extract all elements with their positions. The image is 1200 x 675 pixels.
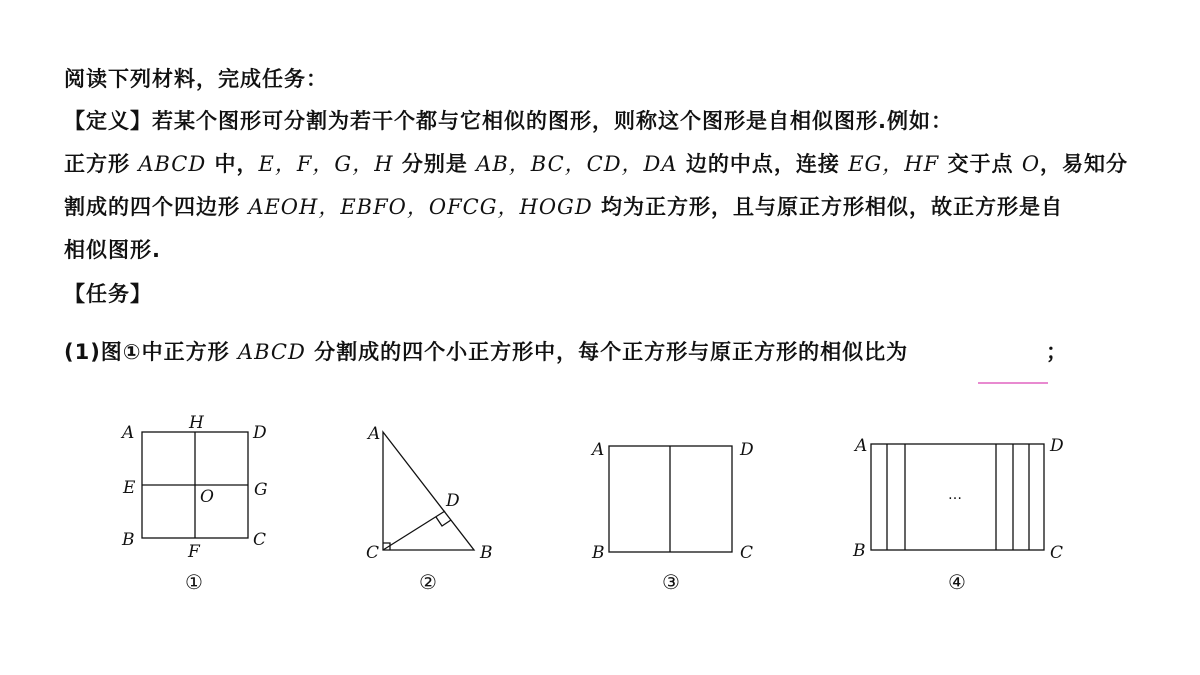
fig1-label-b: B — [122, 530, 135, 550]
fig4-caption: ④ — [948, 570, 966, 594]
text-fragment: 相似图形. — [64, 238, 161, 262]
fig2-altitude — [383, 511, 445, 550]
fig2-label-d: D — [446, 491, 460, 511]
text-fragment: (1)图①中正方形 — [64, 340, 230, 364]
text-fragment: 交于点 — [947, 152, 1014, 176]
math-square-name: ABCD — [138, 152, 207, 176]
text-fragment: 中， — [214, 152, 259, 176]
text-fragment: ； — [1046, 340, 1068, 364]
fig2-label-a: A — [368, 424, 381, 444]
fig1-label-d: D — [253, 423, 267, 443]
fig3-label-c: C — [740, 543, 754, 563]
fig1-label-a: A — [122, 423, 135, 443]
text-fragment: 边的中点，连接 — [685, 152, 840, 176]
fig3-label-d: D — [740, 440, 754, 460]
fig1-label-c: C — [253, 530, 267, 550]
fig3-caption: ③ — [662, 570, 680, 594]
math-segments: EG，HF — [848, 152, 940, 176]
figure-3 — [609, 446, 732, 552]
fig1-label-e: E — [123, 478, 136, 498]
fig2-right-angle-d — [436, 517, 451, 526]
text-fragment: 均为正方形，且与原正方形相似，故正方形是自 — [600, 195, 1063, 219]
figure-1 — [142, 432, 248, 538]
text-fragment: 分割成的四个小正方形中，每个正方形与原正方形的相似比为 — [314, 340, 909, 364]
definition-prefix: 【定义】 — [64, 109, 152, 133]
math-points-list: E，F，G，H — [258, 152, 394, 176]
figure-2 — [383, 432, 474, 550]
fig1-label-o: O — [200, 487, 214, 507]
text-fragment: ，易知分 — [1040, 152, 1129, 176]
fig4-ellipsis: … — [948, 487, 962, 503]
fig2-label-c: C — [366, 543, 380, 563]
task-heading-text: 【任务】 — [64, 282, 152, 306]
fig1-caption: ① — [185, 570, 203, 594]
definition-text: 若某个图形可分割为若干个都与它相似的图形，则称这个图形是自相似图形.例如： — [152, 109, 953, 133]
fig3-label-b: B — [592, 543, 605, 563]
fig2-label-b: B — [480, 543, 493, 563]
text-fragment: 正方形 — [64, 152, 130, 176]
math-point-o: O — [1021, 152, 1041, 176]
fig1-label-f: F — [188, 542, 200, 562]
fig4-label-d: D — [1050, 436, 1064, 456]
fig1-label-h: H — [189, 413, 204, 433]
intro-text: 阅读下列材料，完成任务： — [64, 67, 328, 91]
text-fragment: 分别是 — [401, 152, 468, 176]
math-edges-list: AB，BC，CD，DA — [476, 152, 678, 176]
fig2-triangle — [383, 432, 474, 550]
fig4-label-a: A — [855, 436, 868, 456]
fig4-label-b: B — [853, 541, 866, 561]
math-square-name: ABCD — [237, 340, 306, 364]
text-fragment: 割成的四个四边形 — [64, 195, 240, 219]
fig3-label-a: A — [592, 440, 605, 460]
fig1-label-g: G — [254, 480, 268, 500]
fig4-label-c: C — [1050, 543, 1064, 563]
fig2-caption: ② — [419, 570, 437, 594]
math-quads: AEOH，EBFO，OFCG，HOGD — [248, 195, 593, 219]
